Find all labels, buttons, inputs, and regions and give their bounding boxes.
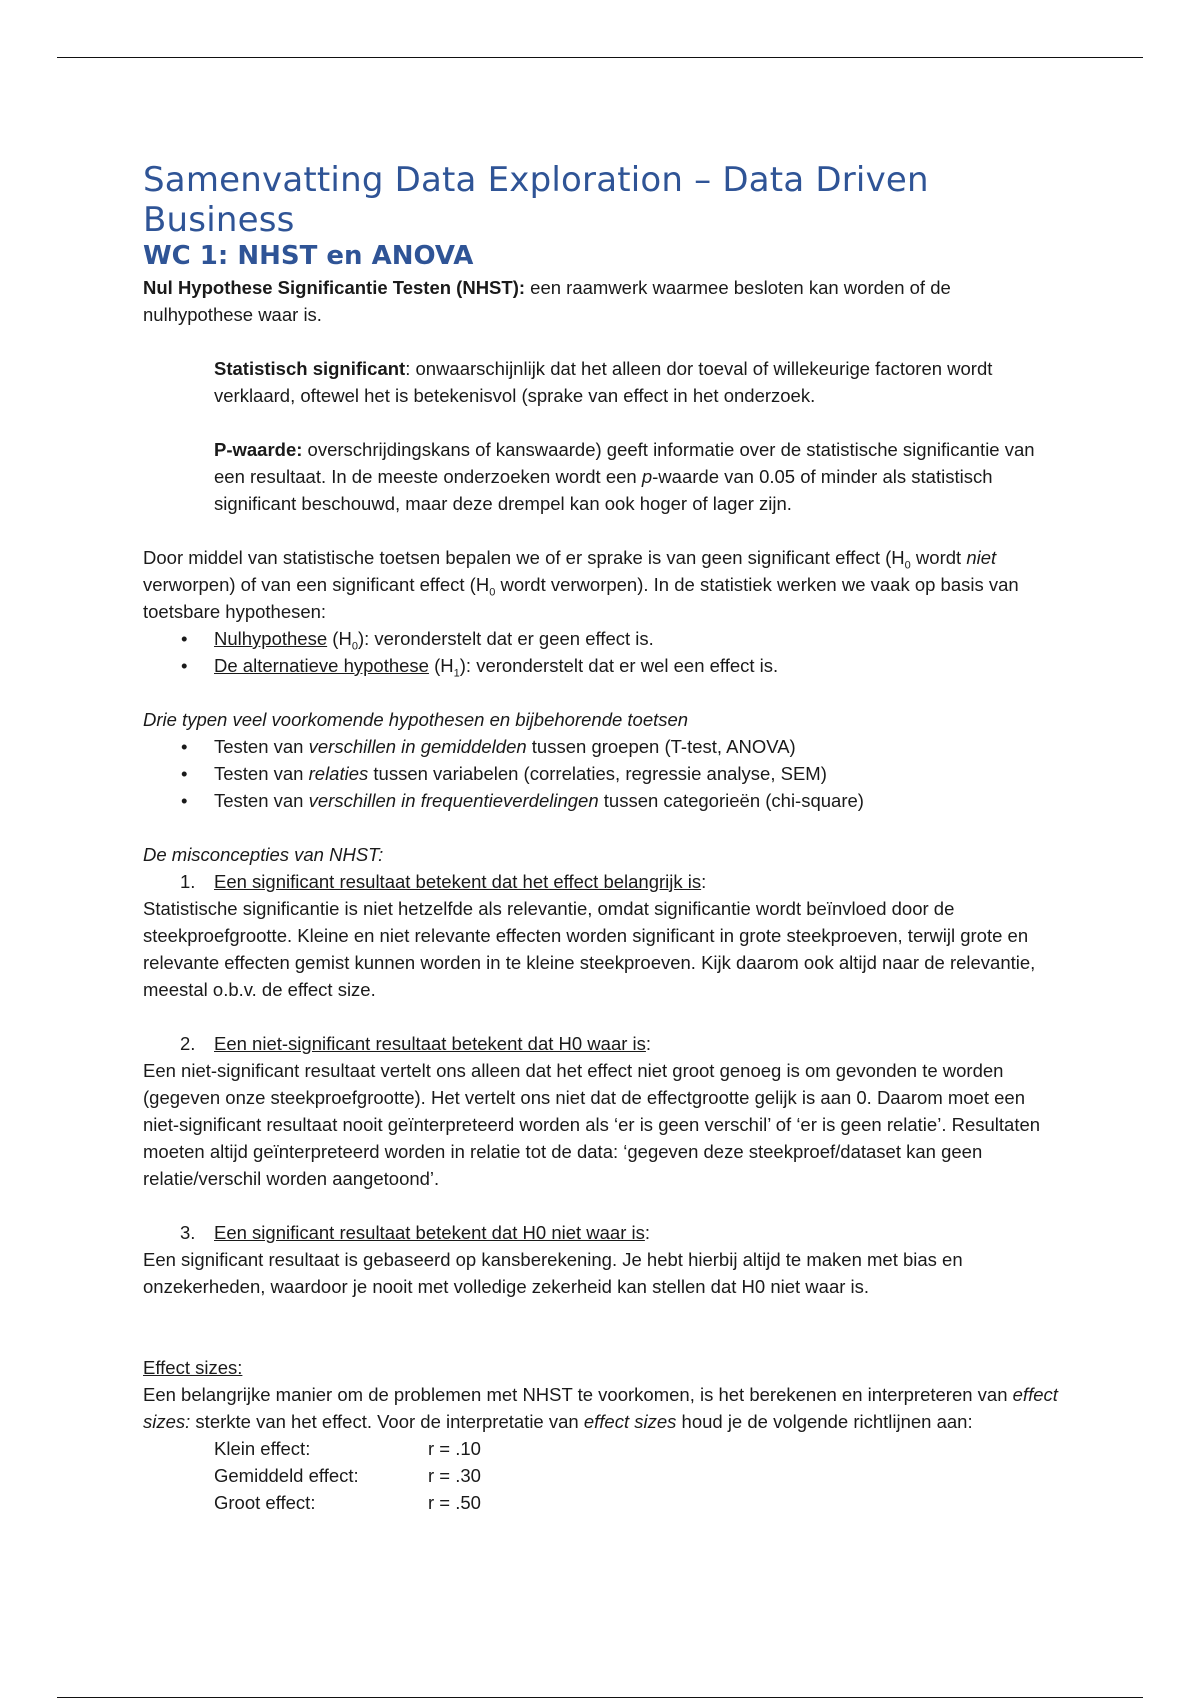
misconception-1-text: Statistische significantie is niet hetzelfde als relevantie, omdat significantie wordt beïnvloed door de steekproefgrootte. Kleine en niet relevante effecten worden significant in grote steekproeven, terwijl grote en relevante effecten gemist kunnen worden in te kleine steekproeven. Kijk daarom ook altijd naar de relevantie, meestal o.b.v. de effect size. bbox=[143, 898, 1036, 1000]
list-item: • Testen van relaties tussen variabelen (correlaties, regressie analyse, SEM) bbox=[143, 760, 1063, 787]
list-item: • Nulhypothese $(H_0)$: veronderstelt dat er geen effect is. bbox=[143, 625, 1063, 652]
misconception-3-text: Een significant resultaat is gebaseerd op kansberekening. Je hebt hierbij altijd te maken met bias en onzekerheden, waardoor je nooit met volledige zekerheid kan stellen dat H0 niet waar is. bbox=[143, 1249, 963, 1297]
effect-sizes-text: Een belangrijke manier om de problemen met NHST te voorkomen, is het berekenen en interpreteren van effect sizes: sterkte van het effect. Voor de interpretatie van effect sizes houd je de volgende richtlijnen aan: bbox=[143, 1384, 1058, 1432]
misconception-2-text: Een niet-significant resultaat vertelt ons alleen dat het effect niet groot genoeg is om gevonden te worden (gegeven onze steekproefgrootte). Het vertelt ons niet dat de effectgrootte gelijk is aan 0. Daarom moet een niet-significant resultaat nooit geïnterpreteerd worden als ‘er is geen verschil’ of ‘er is geen relatie’. Resultaten moeten altijd geïnterpreteerd worden in relatie tot de data: ‘gegeven deze steekproef/dataset kan geen relatie/verschil worden aangetoond’. bbox=[143, 1060, 1041, 1189]
document-title: Samenvatting Data Exploration – Data Driven Business bbox=[143, 160, 929, 240]
misconceptions-heading: De misconcepties van NHST: bbox=[143, 844, 384, 865]
page-bottom-rule bbox=[57, 1697, 1143, 1698]
effect-row: Gemiddeld effect: r = .30 bbox=[214, 1465, 481, 1486]
misconception-3-title: 3. Een significant resultaat betekent dat H0 niet waar is: bbox=[180, 1222, 651, 1243]
section-heading: WC 1: NHST en ANOVA bbox=[143, 241, 474, 271]
misconception-2-title: 2. Een niet-significant resultaat betekent dat H0 waar is: bbox=[180, 1033, 652, 1054]
page-top-rule bbox=[57, 57, 1143, 58]
significance-term: Statistisch significant bbox=[214, 358, 406, 379]
types-heading: Drie typen veel voorkomende hypothesen en bijbehorende toetsen bbox=[143, 709, 689, 730]
p-value-definition: P-waarde: overschrijdingskans of kanswaarde) geeft informatie over de statistische significantie van een resultaat. In de meeste onderzoeken wordt een p-waarde van 0.05 of minder als statistisch significant beschouwd, maar deze drempel kan ook hoger of lager zijn. bbox=[214, 439, 1035, 514]
p-value-term: P-waarde: bbox=[214, 439, 303, 460]
effect-row: Groot effect: r = .50 bbox=[214, 1492, 481, 1513]
effect-row: Klein effect: r = .10 bbox=[214, 1438, 481, 1459]
test-types-list bbox=[143, 733, 1063, 814]
list-item: • Testen van verschillen in frequentieverdelingen tussen categorieën (chi-square) bbox=[143, 787, 1063, 814]
tests-paragraph: Door middel van statistische toetsen bepalen we of er sprake is van geen significant effect ($H_0$ wordt niet verworpen) of van een significant effect ($H_0$ wordt verworpen). In de statistiek werken we vaak op basis van toetsbare hypothesen: bbox=[143, 547, 1019, 622]
list-item: • De alternatieve hypothese $(H_1)$: veronderstelt dat er wel een effect is. bbox=[143, 652, 1063, 679]
hypotheses-list bbox=[143, 625, 1063, 679]
nhst-term: Nul Hypothese Significantie Testen (NHST): bbox=[143, 277, 526, 298]
effect-sizes-heading: Effect sizes: bbox=[143, 1357, 243, 1378]
significance-definition: Statistisch significant: onwaarschijnlijk dat het alleen dor toeval of willekeurige factoren wordt verklaard, oftewel het is betekenisvol (sprake van effect in het onderzoek. bbox=[214, 358, 993, 406]
misconception-1-title: 1. Een significant resultaat betekent dat het effect belangrijk is: bbox=[180, 871, 707, 892]
effect-sizes-table bbox=[143, 1435, 1063, 1516]
list-item: • Testen van verschillen in gemiddelden tussen groepen (T-test, ANOVA) bbox=[143, 733, 1063, 760]
nhst-definition: Nul Hypothese Significantie Testen (NHST): een raamwerk waarmee besloten kan worden of de nulhypothese waar is. bbox=[143, 277, 951, 325]
document-body bbox=[143, 160, 1063, 1516]
